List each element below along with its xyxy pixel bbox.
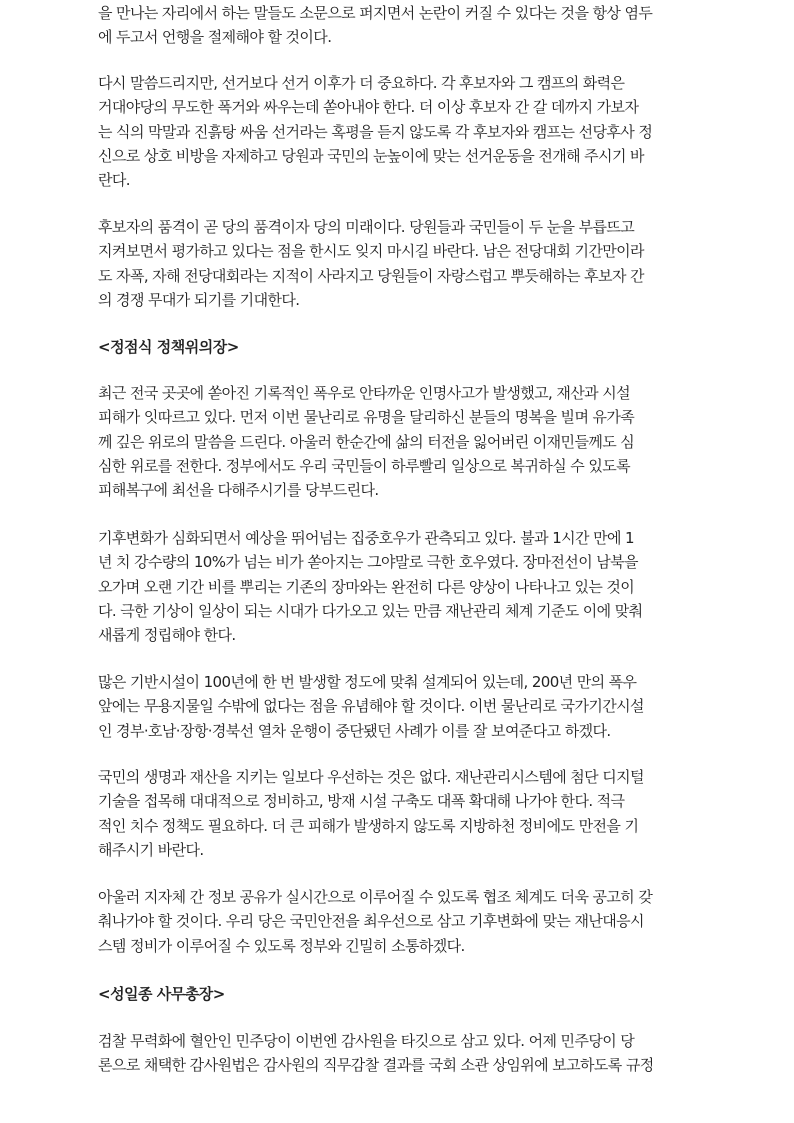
paragraph [98,381,634,502]
text-line: 론으로 채택한 감사원법은 감사원의 직무감찰 결과를 국회 소관 상임위에 보고하도록 규정 [98,1056,654,1075]
text-line: 의 경쟁 무대가 되기를 기대한다. [98,290,300,309]
text-line: 피해복구에 최선을 다해주시기를 당부드린다. [98,481,379,500]
text-line: 지켜보면서 평가하고 있다는 점을 한시도 잊지 마시길 바란다. 남은 전당대회 기간만이라 [98,242,644,261]
text-line: 다시 말씀드리지만, 선거보다 선거 이후가 더 중요하다. 각 후보자와 그 캠프의 화력은 [98,74,625,92]
paragraph [98,526,643,647]
paragraph [98,765,644,862]
text-line: 스템 정비가 이루어질 수 있도록 정부와 긴밀히 소통하겠다. [98,936,465,955]
text-line: 많은 기반시설이 100년에 한 번 발생할 정도에 맞춰 설계되어 있는데, 200년 만의 폭우 [98,673,637,691]
text-line: 을 만나는 자리에서 하는 말들도 소문으로 퍼지면서 논란이 커질 수 있다는 것을 항상 염두 [98,4,653,22]
paragraph [98,670,644,743]
paragraph [98,1029,654,1078]
text-line: 란다. [98,171,130,190]
text-line: 신으로 상호 비방을 자제하고 당원과 국민의 눈높이에 맞는 선거운동을 전개해 주시기 바 [98,146,644,165]
text-line: 거대야당의 무도한 폭거와 싸우는데 쏟아내야 한다. 더 이상 후보자 간 갈 데까지 가보자 [98,98,639,117]
text-line: 도 자폭, 자해 전당대회라는 지적이 사라지고 당원들이 자랑스럽고 뿌듯해하는 후보자 간 [98,266,644,285]
text-line: 다. 극한 기상이 일상이 되는 시대가 다가오고 있는 만큼 재난관리 체계 기준도 이에 맞춰 [98,601,643,620]
paragraph [98,215,644,312]
section-heading: <성일종 사무총장> [98,985,225,1003]
text-line: 에 두고서 언행을 절제해야 할 것이다. [98,28,332,47]
text-line: 춰나가야 할 것이다. 우리 당은 국민안전을 최우선으로 삼고 기후변화에 맞는 재난대응시 [98,912,644,931]
text-line: 년 치 강수량의 10%가 넘는 비가 쏟아지는 그야말로 극한 호우였다. 장마전선이 남북을 [98,553,638,572]
paragraph [98,1,652,50]
section-heading: <정점식 정책위의장> [98,338,239,356]
text-line: 새롭게 정립해야 한다. [98,626,236,645]
text-line: 앞에는 무용지물일 수밖에 없다는 점을 유념해야 할 것이다. 이번 물난리로 국가기간시설 [98,697,644,716]
text-line: 최근 전국 곳곳에 쏟아진 기록적인 폭우로 안타까운 인명사고가 발생했고, 재산과 시설 [98,384,631,402]
text-line: 께 깊은 위로의 말씀을 드린다. 아울러 한순간에 삶의 터전을 잃어버린 이재민들께도 심 [98,432,635,451]
text-line: 후보자의 품격이 곧 당의 품격이자 당의 미래이다. 당원들과 국민들이 두 눈을 부릅뜨고 [98,218,635,236]
text-line: 오가며 오랜 기간 비를 뿌리는 기존의 장마와는 완전히 다른 양상이 나타나고 있는 것이 [98,577,635,596]
text-line: 심한 위로를 전한다. 정부에서도 우리 국민들이 하루빨리 일상으로 복귀하실 수 있도록 [98,456,631,475]
text-line: 검찰 무력화에 혈안인 민주당이 이번엔 감사원을 타깃으로 삼고 있다. 어제 민주당이 당 [98,1032,635,1050]
text-line: 해주시기 바란다. [98,840,204,859]
text-line: 적인 치수 정책도 필요하다. 더 큰 피해가 발생하지 않도록 지방하천 정비에도 만전을 기 [98,816,639,835]
text-line: 피해가 잇따르고 있다. 먼저 이번 물난리로 유명을 달리하신 분들의 명복을 빌며 유가족 [98,408,635,427]
text-line: 아울러 지자체 간 정보 공유가 실시간으로 이루어질 수 있도록 협조 체계도 더욱 공고히 갖 [98,888,653,906]
text-line: 국민의 생명과 재산을 지키는 일보다 우선하는 것은 없다. 재난관리시스템에 첨단 디지털 [98,768,644,786]
paragraph [98,71,652,192]
text-line: 기술을 접목해 대대적으로 정비하고, 방재 시설 구축도 대폭 확대해 나가야 한다. 적극 [98,792,625,811]
paragraph [98,885,652,958]
text-line: 기후변화가 심화되면서 예상을 뛰어넘는 집중호우가 관측되고 있다. 불과 1시간 만에 1 [98,529,634,547]
text-line: 는 식의 막말과 진흙탕 싸움 선거라는 혹평을 듣지 않도록 각 후보자와 캠프는 선당후사 정 [98,122,653,141]
text-line: 인 경부·호남·장항·경북선 열차 운행이 중단됐던 사례가 이를 잘 보여준다고 하겠다. [98,721,611,740]
